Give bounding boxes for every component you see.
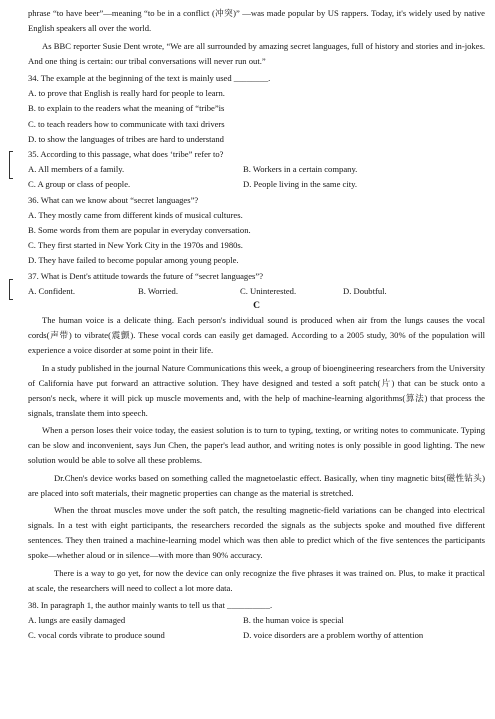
options-row [28, 628, 485, 643]
options-row [28, 613, 485, 628]
question-35 [28, 147, 485, 193]
option-c: C. vocal cords vibrate to produce sound [28, 630, 165, 641]
margin-bracket [9, 151, 13, 179]
passage-c-paragraph: When the throat muscles move under the soft patch, the resulting magnetic-field variations can be changed into electrical signals. In a test with eight participants, the researchers recorded the signals as the subjects spoke and mouthed five different sentences. They then trained a machine-learning model which was then able to predict which of the five sentences the participants spoke—whether aloud or in silence—with more than 90% accuracy. [28, 505, 485, 561]
option-b: B. to explain to the readers what the meaning of “tribe”is [28, 103, 225, 114]
question-stem: 36. What can we know about “secret languages”? [28, 194, 199, 205]
option-c: C. to teach readers how to communicate with taxi drivers [28, 118, 225, 129]
option-b: B. Worried. [138, 285, 178, 296]
question-36 [28, 193, 485, 269]
passage-c-paragraph: When a person loses their voice today, the easiest solution is to turn to typing, texting, or writing notes to communicate. Typing can be slow and inconvenient, says Jun Chen, the paper's lead author, and writing notes is only possible in good lighting. The new solution would be able to solve all these problems. [28, 425, 485, 466]
passage-b-paragraph: As BBC reporter Susie Dent wrote, “We are all surrounded by amazing secret languages, full of history and stories and in-jokes. And one thing is certain: our tribal conversations will never run out.” [28, 40, 485, 66]
question-stem: 34. The example at the beginning of the text is mainly used ________. [28, 73, 271, 83]
option-a: A. All members of a family. [28, 164, 125, 175]
options-row [28, 284, 485, 299]
passage-c-paragraph: The human voice is a delicate thing. Each person's individual sound is produced when air from the lungs causes the vocal cords(声带) to vibrate(震颤). These vocal cords can easily get damaged. According to a 2005 study, 30% of the population will experience a voice disorder at some point in their life. [28, 315, 485, 356]
question-38 [28, 598, 485, 644]
option-d: D. People living in the same city. [243, 179, 358, 190]
question-stem: 38. In paragraph 1, the author mainly wants to tell us that __________. [28, 600, 273, 611]
question-stem: 37. What is Dent's attitude towards the future of “secret languages”? [28, 270, 264, 281]
option-a: A. to prove that English is really hard for people to learn. [28, 88, 225, 99]
passage-c [28, 313, 485, 596]
option-d: D. They have failed to become popular among young people. [28, 255, 239, 266]
section-heading: C [253, 301, 260, 312]
passage-b-paragraph: phrase “to have beer”—meaning “to be in a conflict (冲突)” —was made popular by US rappers. Today, it's widely used by native English speakers all over the world. [28, 8, 485, 33]
option-c: C. Uninterested. [240, 285, 297, 296]
option-a: A. Confident. [28, 285, 76, 296]
margin-bracket [9, 279, 13, 300]
options-row [28, 162, 485, 177]
options-row [28, 177, 485, 192]
passage-c-paragraph: There is a way to go yet, for now the device can only recognize the five phrases it was trained on. Plus, to make it practical at scale, the researchers will need to collect a lot more data. [28, 567, 485, 593]
passage-c-paragraph: In a study published in the journal Nature Communications this week, a group of bioengineering researchers from the University of California have put forward an attractive solution. They have designed and tested a soft patch(片) that can be stuck onto a person's neck, where it will pick up muscle movements and, with the help of machine-learning algorithms(算法) that process the signals, translate them into speech. [28, 362, 485, 418]
option-c: C. They first started in New York City in the 1970s and 1980s. [28, 240, 243, 251]
passage-c-paragraph: Dr.Chen's device works based on something called the magnetoelastic effect. Basically, when tiny magnetic bits(磁性钻头) are placed into soft materials, their magnetic properties can change as the material is stretched. [28, 472, 485, 498]
option-d: D. to show the languages of tribes are hard to understand [28, 133, 224, 144]
question-stem: 35. According to this passage, what does ‘tribe” refer to? [28, 149, 224, 160]
option-a: A. They mostly came from different kinds of musical cultures. [28, 209, 243, 220]
option-c: C. A group or class of people. [28, 179, 131, 190]
question-37 [28, 269, 485, 299]
question-34 [28, 71, 485, 147]
option-b: B. Workers in a certain company. [243, 164, 358, 175]
option-b: B. Some words from them are popular in everyday conversation. [28, 225, 251, 236]
option-a: A. lungs are easily damaged [28, 615, 126, 626]
option-b: B. the human voice is special [243, 615, 344, 626]
option-d: D. Doubtful. [343, 285, 387, 296]
option-d: D. voice disorders are a problem worthy of attention [243, 630, 424, 641]
